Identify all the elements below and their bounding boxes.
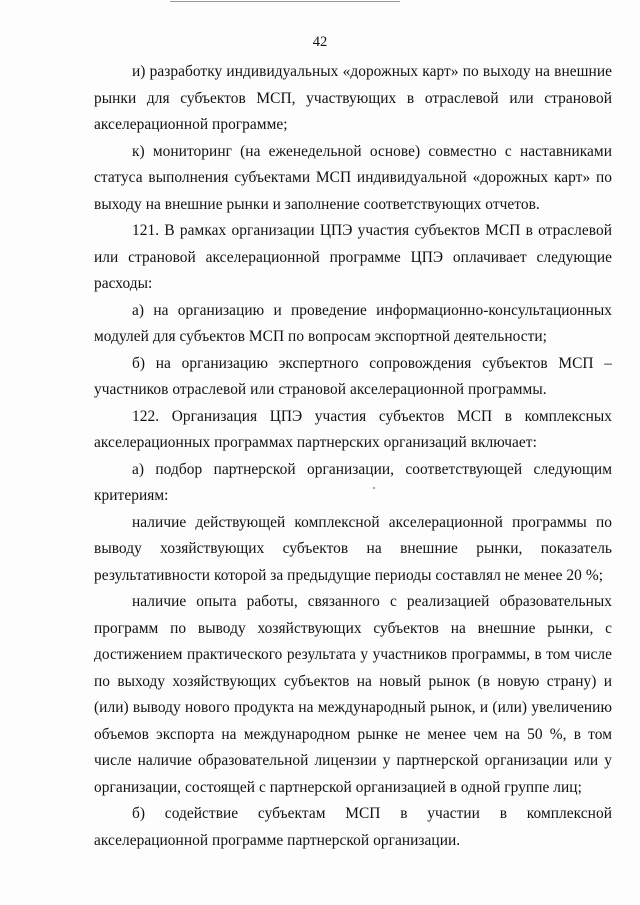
- page-number: 42: [312, 34, 328, 50]
- paragraph-121: 121. В рамках организации ЦПЭ участия субъектов МСП в отраслевой или страновой акселерационной программе ЦПЭ оплачивает следующие расходы:: [94, 222, 612, 292]
- top-edge-line: [170, 1, 400, 2]
- paragraph-k-monitoring: к) мониторинг (на еженедельной основе) совместно с наставниками статуса выполнения субъектами МСП индивидуальной «дорожных карт» по выходу на внешние рынки и заполнение соответствующих отчетов.: [94, 142, 612, 213]
- paragraph-121-a: а) на организацию и проведение информационно-консультационных модулей для субъектов МСП по вопросам экспортной деятельности;: [94, 301, 612, 345]
- paragraph-122: 122. Организация ЦПЭ участия субъектов МСП в комплексных акселерационных программах партнерских организаций включает:: [94, 407, 612, 451]
- paragraph-121-b: б) на организацию экспертного сопровождения субъектов МСП – участников отраслевой или страновой акселерационной программы.: [94, 354, 612, 398]
- paragraph-122-a: а) подбор партнерской организации, соответствующей следующим критериям:: [94, 460, 612, 504]
- document-body: [94, 59, 612, 854]
- paragraph-i-roadmaps: и) разработку индивидуальных «дорожных карт» по выходу на внешние рынки для субъектов МСП, участвующих в отраслевой или страновой акселерационной программе;: [94, 63, 612, 133]
- paragraph-122-b: б) содействие субъектам МСП в участии в комплексной акселерационной программе партнерской организации.: [94, 805, 612, 849]
- criterion-experience: наличие опыта работы, связанного с реализацией образовательных программ по выводу хозяйствующих субъектов на внешние рынки, с достижением практического результата у участников программы, в том числе по выходу хозяйствующих субъектов на новый рынок (в новую страну) и (или) выводу нового продукта на международный рынок, и (или) увеличению объемов экспорта на международном рынке не менее чем на 50 %, в том числе наличие образовательной лицензии у партнерской организации или у организации, состоящей с партнерской организацией в одной группе лиц;: [94, 593, 612, 796]
- criterion-acceleration-program: наличие действующей комплексной акселерационной программы по выводу хозяйствующих субъектов на внешние рынки, показатель результативности которой за предыдущие периоды составлял не менее 20 %;: [94, 513, 612, 584]
